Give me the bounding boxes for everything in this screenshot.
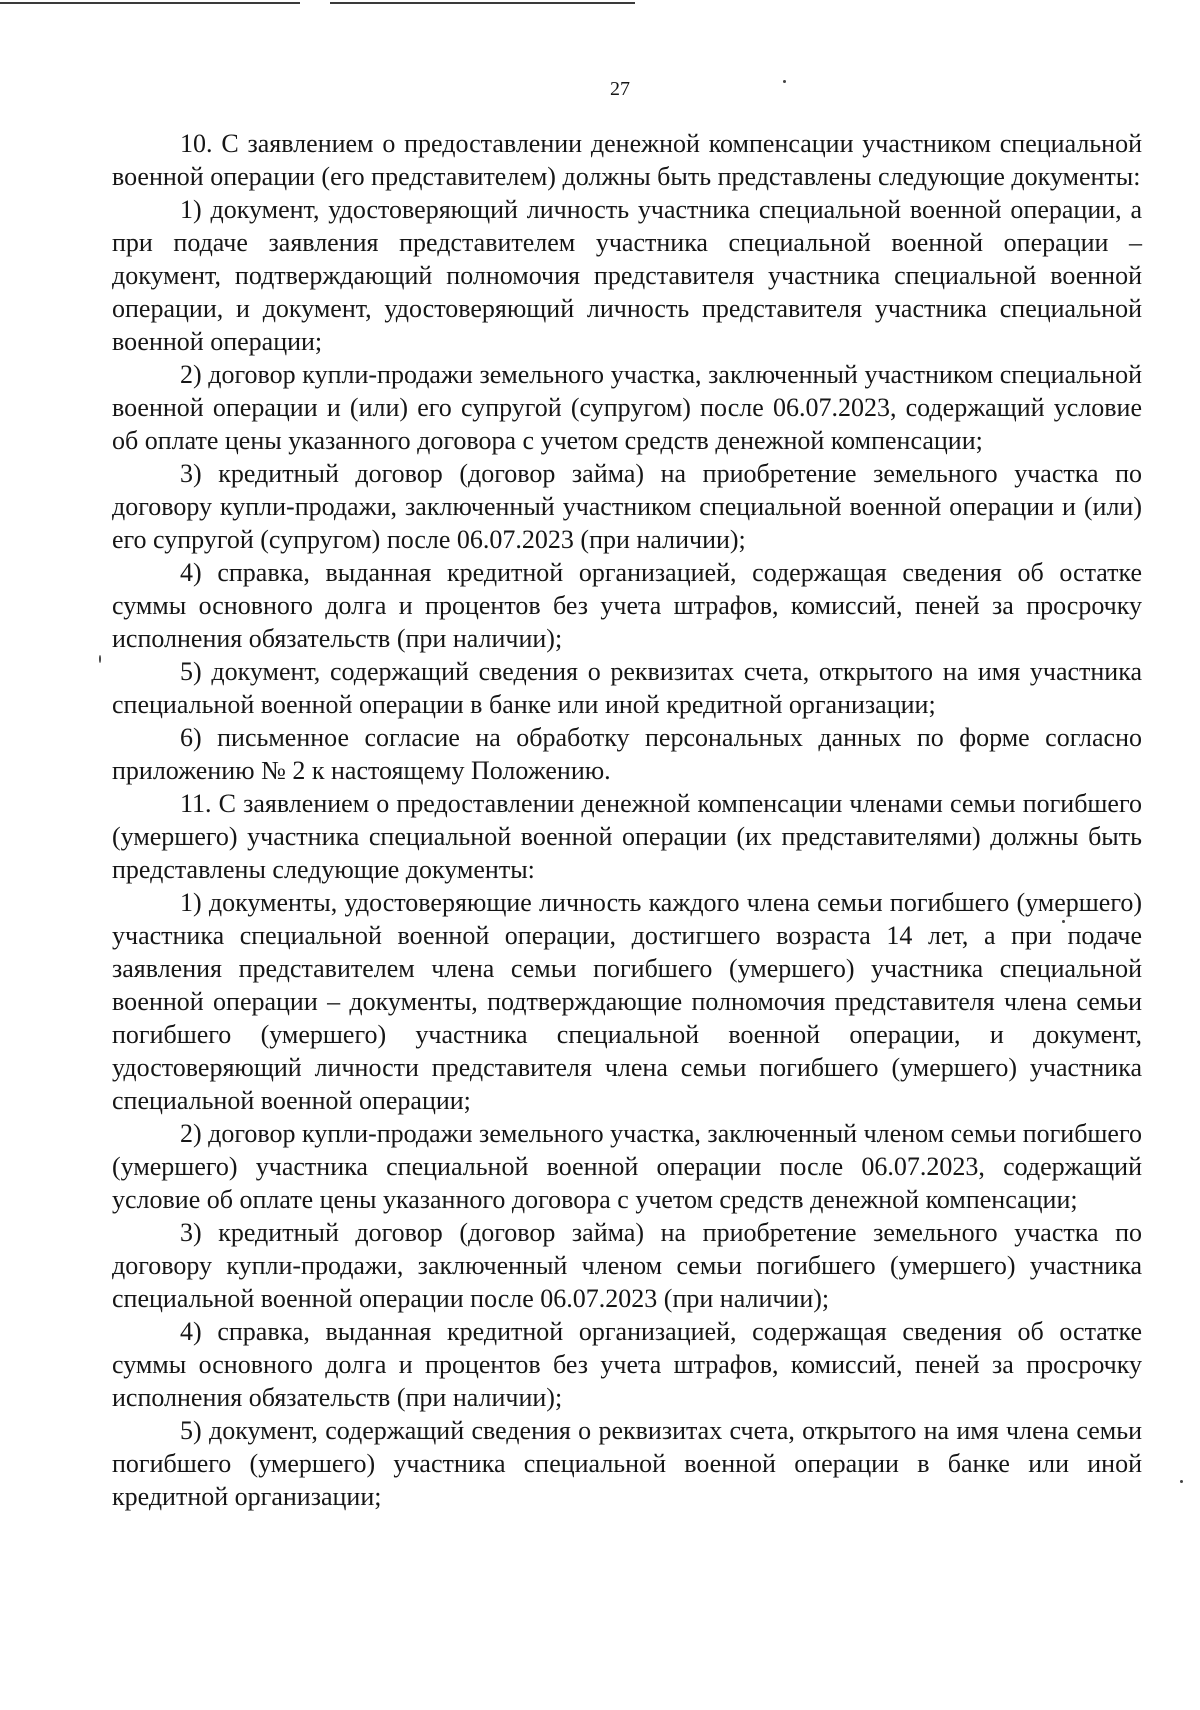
paragraph-10-item-3: 3) кредитный договор (договор займа) на приобретение земельного участка по договору купли-продажи, заключенный участником специальной военной операции и (или) его супругой (супругом) после 06.07.2023 (при наличии); [112, 459, 1142, 554]
paragraph-11-item-3: 3) кредитный договор (договор займа) на приобретение земельного участка по договору купли-продажи, заключенный членом семьи погибшего (умершего) участника специальной военной операции после 06.07.2023 (при наличии); [112, 1218, 1142, 1313]
paragraph-11-item-4: 4) справка, выданная кредитной организацией, содержащая сведения об остатке суммы основного долга и процентов без учета штрафов, комиссий, пеней за просрочку исполнения обязательств (при наличии); [112, 1317, 1142, 1412]
scan-edge-line [0, 2, 300, 4]
paragraph-10-item-4: 4) справка, выданная кредитной организацией, содержащая сведения об остатке суммы основного долга и процентов без учета штрафов, комиссий, пеней за просрочку исполнения обязательств (при наличии); [112, 558, 1142, 653]
paragraph-11-item-2: 2) договор купли-продажи земельного участка, заключенный членом семьи погибшего (умершего) участника специальной военной операции после 06.07.2023, содержащий условие об оплате цены указанного договора с учетом средств денежной компенсации; [112, 1119, 1142, 1214]
document-body [112, 127, 1142, 1513]
page-number: 27 [610, 78, 630, 100]
paragraph-10-item-1: 1) документ, удостоверяющий личность участника специальной военной операции, а при подаче заявления представителем участника специальной военной операции – документ, подтверждающий полномочия представителя участника специальной военной операции, и документ, удостоверяющий личность представителя участника специальной военной операции; [112, 195, 1142, 356]
scan-speck [1180, 1480, 1183, 1483]
paragraph-10-intro: 10. С заявлением о предоставлении денежной компенсации участником специальной военной операции (его представителем) должны быть представлены следующие документы: [112, 129, 1142, 191]
paragraph-11-item-1: 1) документы, удостоверяющие личность каждого члена семьи погибшего (умершего) участника специальной военной операции, достигшего возраста 14 лет, а при подаче заявления представителем члена семьи погибшего (умершего) участника специальной военной операции – документы, подтверждающие полномочия представителя члена семьи погибшего (умершего) участника специальной военной операции, и документ, удостоверяющий личности представителя члена семьи погибшего (умершего) участника специальной военной операции; [112, 888, 1142, 1115]
paragraph-10-item-5: 5) документ, содержащий сведения о реквизитах счета, открытого на имя участника специальной военной операции в банке или иной кредитной организации; [112, 657, 1142, 719]
scan-edge-line [330, 2, 635, 4]
paragraph-10-item-6: 6) письменное согласие на обработку персональных данных по форме согласно приложению № 2 к настоящему Положению. [112, 723, 1142, 785]
paragraph-11-item-5: 5) документ, содержащий сведения о реквизитах счета, открытого на имя члена семьи погибшего (умершего) участника специальной военной операции в банке или иной кредитной организации; [112, 1416, 1142, 1511]
paragraph-10-item-2: 2) договор купли-продажи земельного участка, заключенный участником специальной военной операции и (или) его супругой (супругом) после 06.07.2023, содержащий условие об оплате цены указанного договора с учетом средств денежной компенсации; [112, 360, 1142, 455]
paragraph-11-intro: 11. С заявлением о предоставлении денежной компенсации членами семьи погибшего (умершего) участника специальной военной операции (их представителями) должны быть представлены следующие документы: [112, 789, 1142, 884]
scan-speck [99, 655, 101, 663]
